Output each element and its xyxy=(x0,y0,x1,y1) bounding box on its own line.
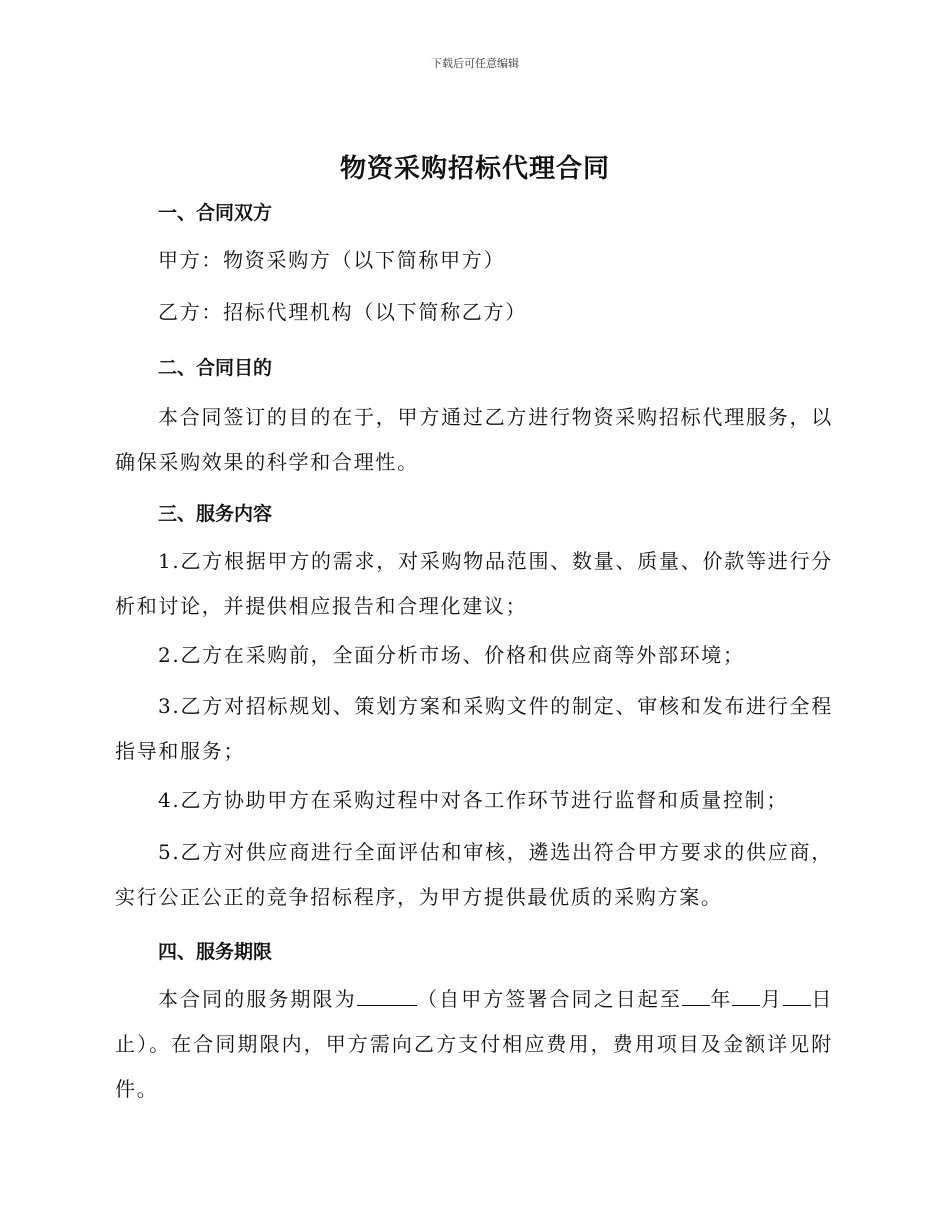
service-item-2: 2.乙方在采购前，全面分析市场、价格和供应商等外部环境； xyxy=(158,643,745,667)
document-title: 物资采购招标代理合同 xyxy=(339,154,610,184)
section-heading-purpose: 二、合同目的 xyxy=(158,357,273,379)
service-item-4: 4.乙方协助甲方在采购过程中对各工作环节进行监督和质量控制； xyxy=(158,788,789,812)
term-month-label: 月 xyxy=(760,987,783,1011)
term-year-blank xyxy=(682,987,710,1006)
party-a-line: 甲方：物资采购方（以下简称甲方） xyxy=(158,248,506,272)
section-heading-term: 四、服务期限 xyxy=(158,941,273,963)
section-heading-parties: 一、合同双方 xyxy=(158,202,273,224)
term-month-blank xyxy=(732,987,760,1006)
term-text-part3: 日止）。在合同期限内，甲方需向乙方支付相应费用，费用项目及金额详见附件。 xyxy=(115,987,834,1101)
section-heading-services: 三、服务内容 xyxy=(158,503,273,525)
term-year-label: 年 xyxy=(710,987,733,1011)
service-item-5: 5.乙方对供应商进行全面评估和审核，遴选出符合甲方要求的供应商，实行公正公正的竞争招标程序，为甲方提供最优质的采购方案。 xyxy=(115,840,833,909)
term-period-blank xyxy=(357,987,417,1006)
service-item-3: 3.乙方对招标规划、策划方案和采购文件的制定、审核和发布进行全程指导和服务； xyxy=(115,694,833,763)
page-header-note: 下载后可任意编辑 xyxy=(431,57,519,70)
purpose-paragraph: 本合同签订的目的在于，甲方通过乙方进行物资采购招标代理服务，以确保采购效果的科学和合理性。 xyxy=(115,405,833,474)
term-text-part2: （自甲方签署合同之日起至 xyxy=(416,987,683,1011)
term-text-part1: 本合同的服务期限为 xyxy=(158,987,357,1011)
term-day-blank xyxy=(783,987,811,1006)
party-b-line: 乙方：招标代理机构（以下简称乙方） xyxy=(158,300,527,324)
service-item-1: 1.乙方根据甲方的需求，对采购物品范围、数量、质量、价款等进行分析和讨论，并提供相应报告和合理化建议； xyxy=(115,549,833,618)
term-paragraph xyxy=(115,977,833,1112)
